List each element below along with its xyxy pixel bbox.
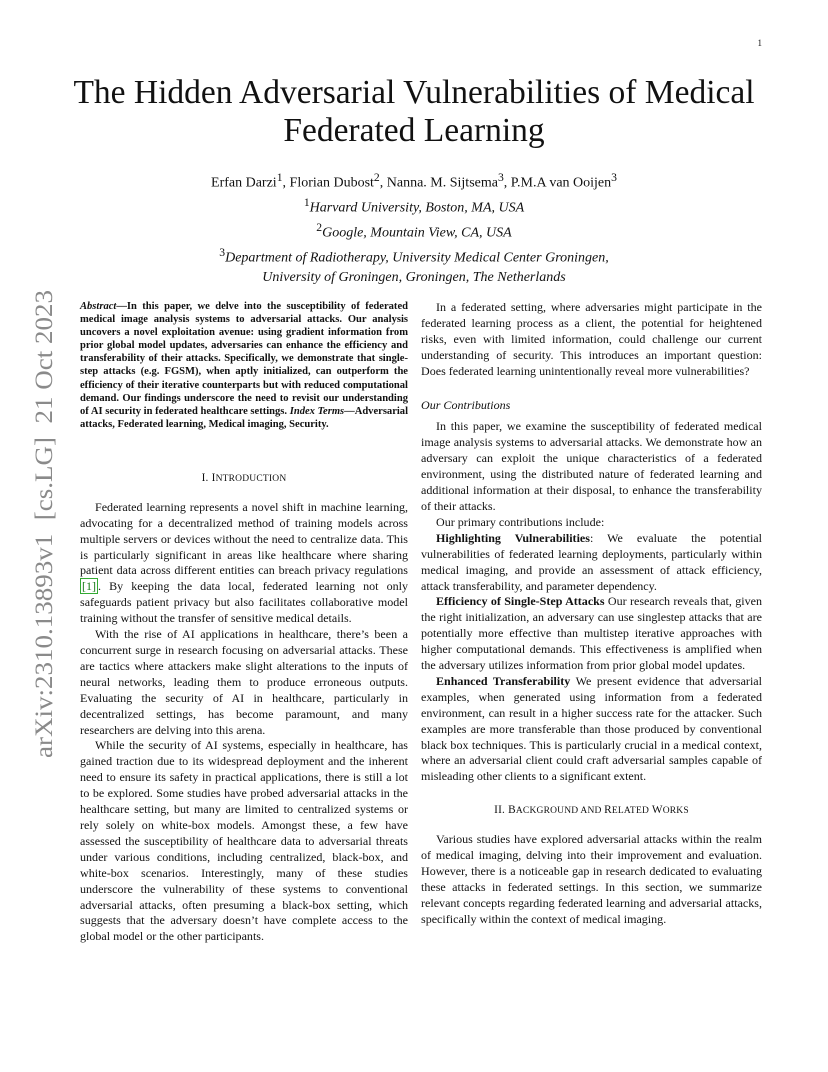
contribution-highlighting xyxy=(421,531,762,595)
paragraph-text: Federated learning represents a novel shift in machine learning, advocating for a decentralized method of training models across multiple servers or devices without the need to centralize data. This is particularly significant in areas like healthcare where sharing patient data across different entities can breach privacy regulations xyxy=(80,499,408,578)
aff-text: Google, Mountain View, CA, USA xyxy=(322,225,512,241)
contrib-paragraph-1: In this paper, we examine the susceptibility of federated medical image analysis systems to adversarial attacks. We demonstrate how an adversary can exploit the unique characteristics of a federated environment, using the distributed nature of federated learning and additional information at their disposal, to enhance the transferability of their attacks. xyxy=(421,419,762,513)
contribution-efficiency xyxy=(421,594,762,674)
section-letter: W xyxy=(649,804,663,817)
section-letter: B xyxy=(508,804,516,817)
section-letter: R xyxy=(604,804,612,817)
aff-sup: 2 xyxy=(316,221,323,235)
section-rest: NTRODUCTION xyxy=(215,473,287,484)
paper-title xyxy=(60,74,768,150)
index-terms-text: —Adversarial attacks, Federated learning, Medical imaging, Security. xyxy=(80,405,409,430)
subsection-heading-contributions: Our Contributions xyxy=(421,397,511,412)
page-number: 1 xyxy=(757,38,762,48)
title-line-2: Federated Learning xyxy=(283,112,545,149)
section-rest: ELATED xyxy=(611,806,650,817)
right-paragraph-1: In a federated setting, where adversaries might participate in the federated learning process as a client, the potential for heightened risks, even with limited information, could challenge our current understanding of security. This introduces an important question: Does federated learning unintentionally reveal more vulnerabilities? xyxy=(421,300,762,378)
section-number: II. xyxy=(494,804,509,817)
contribution-title: Highlighting Vulnerabilities xyxy=(436,530,590,545)
author-sup: 1 xyxy=(276,171,283,184)
affiliation-3 xyxy=(60,243,768,268)
aff-text: Harvard University, Boston, MA, USA xyxy=(309,200,525,216)
contribution-text: : We evaluate the potential vulnerabilities of federated learning deployments, particularly within medical imaging, and provide an assessment of attack efficiency, attack transferability, and parameter dependency. xyxy=(421,530,762,593)
abstract xyxy=(80,300,408,431)
arxiv-stamp-text: arXiv:2310.13893v1 [cs.LG] 21 Oct 2023 xyxy=(29,316,58,758)
contribution-title: Efficiency of Single-Step Attacks xyxy=(436,594,605,609)
intro-paragraph-2: With the rise of AI applications in healthcare, there’s been a concurrent surge in research focusing on adversarial attacks. These are tactics where attackers make slight alterations to the inputs of neural networks, leading them to produce erroneous outputs. Evaluating the security of AI in healthcare, particularly in decentralized settings, has become paramount, and many researchers are delving into this arena. xyxy=(80,627,408,737)
background-paragraph-1: Various studies have explored adversarial attacks within the realm of medical imaging, delving into their improvement and evaluation. However, there is a noticeable gap in research dedicated to evaluating these attacks in federated settings. In this section, we summarize relevant concepts regarding federated learning and adversarial attacks, specifically within the context of medical imaging. xyxy=(421,832,762,926)
aff-text: University of Groningen, Groningen, The Netherlands xyxy=(262,270,566,286)
contribution-text: Our research reveals that, given the right initialization, an adversary can use singlestep attacks that are potentially more effective than multistep iterative approaches with higher computational demands. This effectiveness is amplified when the adversary utilizes information from prior global model updates. xyxy=(421,594,762,673)
author-block xyxy=(60,168,768,288)
abstract-label: Abstract xyxy=(80,301,117,312)
section-rest: ORKS xyxy=(662,806,689,817)
intro-paragraph-1 xyxy=(80,500,408,627)
intro-paragraph-3: While the security of AI systems, especially in healthcare, has gained traction due to its widespread deployment and the inherent need to ensure its safety in practical applications, there is still a lot to be explored. Some studies have probed adversarial attacks in the healthcare setting, but many are limited to centralized systems or rely solely on white-box models. Amongst these, a few have assessed the susceptibility of healthcare data to adversarial threats under various conditions, including centralized, black-box, and white-box scenarios. Interestingly, many of these studies underscore the vulnerability of these systems to conventional adversarial attacks, often presuming a black-box setting, which suggests that the adversary doesn’t have complete access to the global model or the other participants. xyxy=(80,738,408,944)
abstract-text: In this paper, we delve into the susceptibility of federated medical image analysis systems to adversarial attacks. Our analysis uncovers a novel exploitation avenue: using gradient information from prior global model updates, adversaries can enhance the efficiency and transferability of their attacks. Specifically, we demonstrate that single-step attacks (e.g. FGSM), when aptly initialized, can outperform the efficiency of their iterative counterparts but with reduced computational demand. Our findings underscore the need to revisit our understanding of AI security in federated healthcare settings. xyxy=(80,301,408,417)
left-column xyxy=(80,300,408,945)
author-sup: 2 xyxy=(373,171,380,184)
title-line-1: The Hidden Adversarial Vulnerabilities of Medical xyxy=(73,74,755,111)
aff-sup: 3 xyxy=(219,246,226,260)
index-terms-label: Index Terms xyxy=(289,405,345,417)
contribution-transferability xyxy=(421,674,762,785)
author-name: Nanna. M. Sijtsema xyxy=(386,175,498,191)
contribution-title: Enhanced Transferability xyxy=(436,673,571,688)
section-heading-introduction xyxy=(80,471,408,488)
contribution-text: We present evidence that adversarial examples, when generated using information from a federated environment, can result in a higher success rate for the attacker. Such examples are more transferable than those produced by conventional black box techniques. This is particularly crucial in a medical context, where an adversarial client could craft adversarial samples capable of misleading other clients to a significant extent. xyxy=(421,673,762,784)
paragraph-text: . By keeping the data local, federated learning not only safeguards patient privacy but also facilitates collaborative model training without the transfer of sensitive medical details. xyxy=(80,579,408,626)
contrib-paragraph-2: Our primary contributions include: xyxy=(436,514,605,529)
section-heading-background xyxy=(421,803,762,820)
aff-text: Department of Radiotherapy, University Medical Center Groningen, xyxy=(225,250,609,266)
arxiv-stamp xyxy=(8,288,66,758)
affiliation-1 xyxy=(60,193,768,218)
citation-link[interactable]: [1] xyxy=(82,579,97,594)
section-first-letter: I xyxy=(211,471,216,484)
author-sup: 3 xyxy=(611,171,617,184)
abstract-dash: — xyxy=(116,301,127,312)
aff-sup: 1 xyxy=(303,196,310,210)
author-name: Erfan Darzi xyxy=(211,175,277,191)
section-number: I. xyxy=(201,471,212,484)
author-sup: 3 xyxy=(497,171,504,184)
section-rest: AND xyxy=(578,806,605,817)
author-name: Florian Dubost xyxy=(289,175,374,191)
section-rest: ACKGROUND xyxy=(515,806,579,817)
affiliation-3-cont xyxy=(60,268,768,287)
right-column xyxy=(421,300,762,928)
author-name: P.M.A van Ooijen xyxy=(510,175,612,191)
affiliation-2 xyxy=(60,218,768,243)
author-list: Erfan Darzi$^1$, Florian Dubost$^2$, Nanna. M. Sijtsema$^3$, P.M.A van Ooijen$^3$ xyxy=(211,171,617,191)
